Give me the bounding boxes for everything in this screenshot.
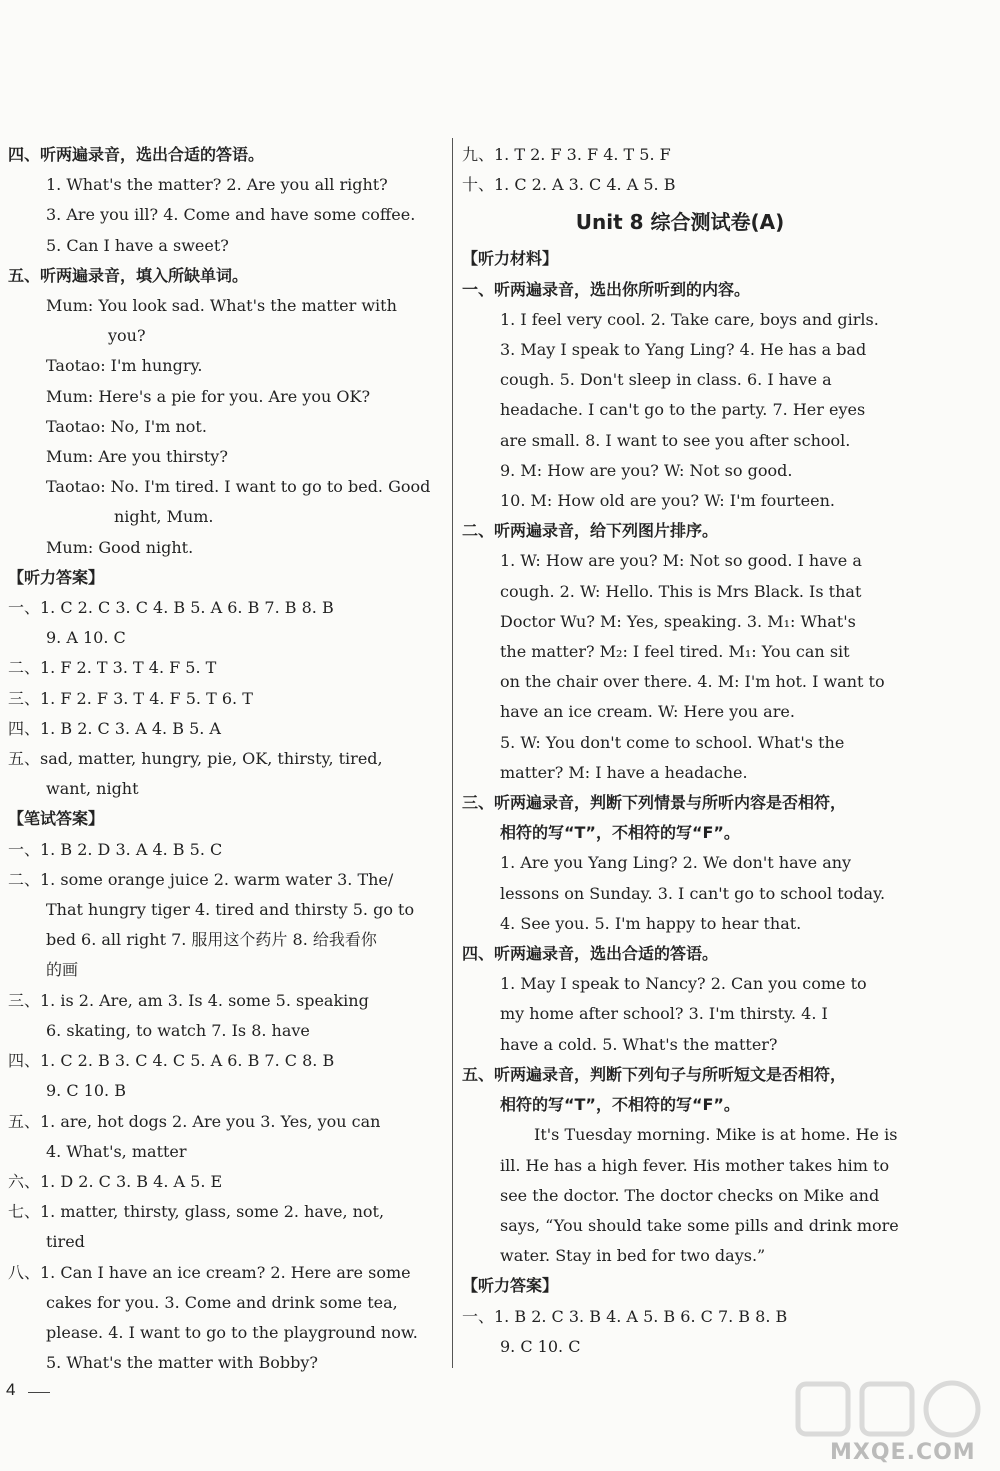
text-line: says, “You should take some pills and drink more: [500, 1215, 899, 1235]
unit-title: Unit 8 综合测试卷(A): [575, 210, 785, 235]
text-line: 9. C 10. B: [46, 1081, 126, 1101]
text-line: 3. May I speak to Yang Ling? 4. He has a bad: [500, 340, 867, 360]
text-line: matter? M: I have a headache.: [500, 762, 748, 782]
text-line: Mum: You look sad. What's the matter with: [46, 296, 397, 316]
section-heading: 相符的写“T”，不相符的写“F”。: [500, 1095, 740, 1115]
text-line: are small. 8. I want to see you after school.: [500, 430, 851, 450]
text-line: my home after school? 3. I'm thirsty. 4. I: [500, 1004, 828, 1024]
text-line: please. 4. I want to go to the playground now.: [46, 1322, 418, 1342]
text-line: 三、1. F 2. F 3. T 4. F 5. T 6. T: [8, 688, 253, 708]
text-line: night, Mum.: [114, 507, 214, 527]
text-line: 二、1. some orange juice 2. warm water 3. The/: [8, 869, 394, 889]
left-column: [8, 140, 448, 1378]
text-line: 三、1. is 2. Are, am 3. Is 4. some 5. speaking: [8, 990, 369, 1010]
text-line: Taotao: No. I'm tired. I want to go to bed. Good: [46, 477, 431, 497]
text-line: 4. See you. 5. I'm happy to hear that.: [500, 913, 802, 933]
text-line: lessons on Sunday. 3. I can't go to school today.: [500, 883, 886, 903]
text-line: 5. W: You don't come to school. What's the: [500, 732, 845, 752]
text-line: 9. M: How are you? W: Not so good.: [500, 460, 793, 480]
text-line: see the doctor. The doctor checks on Mike and: [500, 1185, 880, 1205]
text-line: headache. I can't go to the party. 7. Her eyes: [500, 400, 866, 420]
text-line: 10. M: How old are you? W: I'm fourteen.: [500, 491, 835, 511]
text-line: 六、1. D 2. C 3. B 4. A 5. E: [8, 1171, 223, 1191]
section-heading: 一、听两遍录音，选出你所听到的内容。: [462, 279, 751, 299]
section-heading: 【听力答案】: [8, 567, 105, 587]
page-number-rule: [28, 1392, 50, 1393]
text-line: Doctor Wu? M: Yes, speaking. 3. M₁: What's: [500, 611, 856, 631]
watermark-text: MXQE.COM: [830, 1440, 976, 1465]
text-line: 1. May I speak to Nancy? 2. Can you come to: [500, 974, 867, 994]
right-top-answers: [462, 140, 898, 200]
section-heading: 二、听两遍录音，给下列图片排序。: [462, 521, 719, 541]
text-line: 1. What's the matter? 2. Are you all right?: [46, 175, 388, 195]
text-line: Mum: Good night.: [46, 537, 194, 557]
section-heading: 四、听两遍录音，选出合适的答语。: [8, 145, 265, 164]
text-line: Mum: Here's a pie for you. Are you OK?: [46, 386, 371, 406]
page-number: 4: [6, 1380, 16, 1399]
text-line: water. Stay in bed for two days.”: [500, 1246, 766, 1266]
text-line: 4. What's, matter: [46, 1141, 187, 1161]
text-line: you?: [108, 326, 146, 346]
text-line: 9. C 10. C: [500, 1336, 581, 1356]
text-line: 二、1. F 2. T 3. T 4. F 5. T: [8, 658, 217, 678]
text-line: 八、1. Can I have an ice cream? 2. Here are some: [8, 1262, 411, 1282]
text-line: 的画: [46, 960, 79, 980]
text-line: bed 6. all right 7. 服用这个药片 8. 给我看你: [46, 930, 377, 950]
text-line: Taotao: I'm hungry.: [46, 356, 203, 376]
text-line: cough. 2. W: Hello. This is Mrs Black. Is that: [500, 581, 862, 601]
text-line: tired: [46, 1232, 85, 1252]
text-line: 6. skating, to watch 7. Is 8. have: [46, 1020, 310, 1040]
right-column: [462, 140, 898, 1362]
section-heading: 五、听两遍录音，填入所缺单词。: [8, 265, 249, 285]
text-line: 3. Are you ill? 4. Come and have some coffee.: [46, 205, 416, 225]
text-line: have an ice cream. W: Here you are.: [500, 702, 795, 722]
text-line: 五、sad, matter, hungry, pie, OK, thirsty, tired,: [8, 749, 383, 769]
text-line: want, night: [46, 779, 139, 799]
text-line: on the chair over there. 4. M: I'm hot. I want to: [500, 672, 885, 692]
text-line: Taotao: No, I'm not.: [46, 416, 207, 436]
section-heading: 五、听两遍录音，判断下列句子与所听短文是否相符，: [462, 1064, 847, 1084]
text-line: Mum: Are you thirsty?: [46, 447, 228, 467]
text-line: 1. I feel very cool. 2. Take care, boys and girls.: [500, 309, 879, 329]
text-line: 四、1. B 2. C 3. A 4. B 5. A: [8, 718, 221, 738]
text-line: 九、1. T 2. F 3. F 4. T 5. F: [462, 145, 671, 164]
text-line: 1. Are you Yang Ling? 2. We don't have any: [500, 853, 852, 873]
text-line: cakes for you. 3. Come and drink some tea,: [46, 1292, 398, 1312]
text-line: 1. W: How are you? M: Not so good. I have a: [500, 551, 862, 571]
section-heading: 【笔试答案】: [8, 809, 105, 829]
text-line: 一、1. B 2. C 3. B 4. A 5. B 6. C 7. B 8. B: [462, 1306, 788, 1326]
text-line: 5. What's the matter with Bobby?: [46, 1353, 318, 1373]
section-heading: 三、听两遍录音，判断下列情景与所听内容是否相符，: [462, 793, 847, 813]
text-line: 七、1. matter, thirsty, glass, some 2. have, not,: [8, 1202, 385, 1222]
text-line: 一、1. C 2. C 3. C 4. B 5. A 6. B 7. B 8. B: [8, 598, 334, 618]
section-heading: 【听力答案】: [462, 1276, 559, 1296]
text-line: It's Tuesday morning. Mike is at home. He is: [534, 1125, 898, 1145]
section-heading: 四、听两遍录音，选出合适的答语。: [462, 944, 719, 964]
text-line: 十、1. C 2. A 3. C 4. A 5. B: [462, 175, 676, 195]
text-line: That hungry tiger 4. tired and thirsty 5. go to: [46, 900, 415, 920]
right-main: [462, 244, 898, 1362]
text-line: ill. He has a high fever. His mother takes him to: [500, 1155, 890, 1175]
text-line: 5. Can I have a sweet?: [46, 235, 229, 255]
section-heading: 相符的写“T”，不相符的写“F”。: [500, 823, 740, 843]
text-line: 四、1. C 2. B 3. C 4. C 5. A 6. B 7. C 8. B: [8, 1051, 335, 1071]
text-line: cough. 5. Don't sleep in class. 6. I have a: [500, 370, 832, 390]
text-line: have a cold. 5. What's the matter?: [500, 1034, 778, 1054]
text-line: 五、1. are, hot dogs 2. Are you 3. Yes, you can: [8, 1111, 381, 1131]
column-divider: [452, 138, 453, 1368]
text-line: 一、1. B 2. D 3. A 4. B 5. C: [8, 839, 223, 859]
text-line: 9. A 10. C: [46, 628, 126, 648]
text-line: the matter? M₂: I feel tired. M₁: You can sit: [500, 642, 850, 662]
section-heading: 【听力材料】: [462, 249, 559, 269]
